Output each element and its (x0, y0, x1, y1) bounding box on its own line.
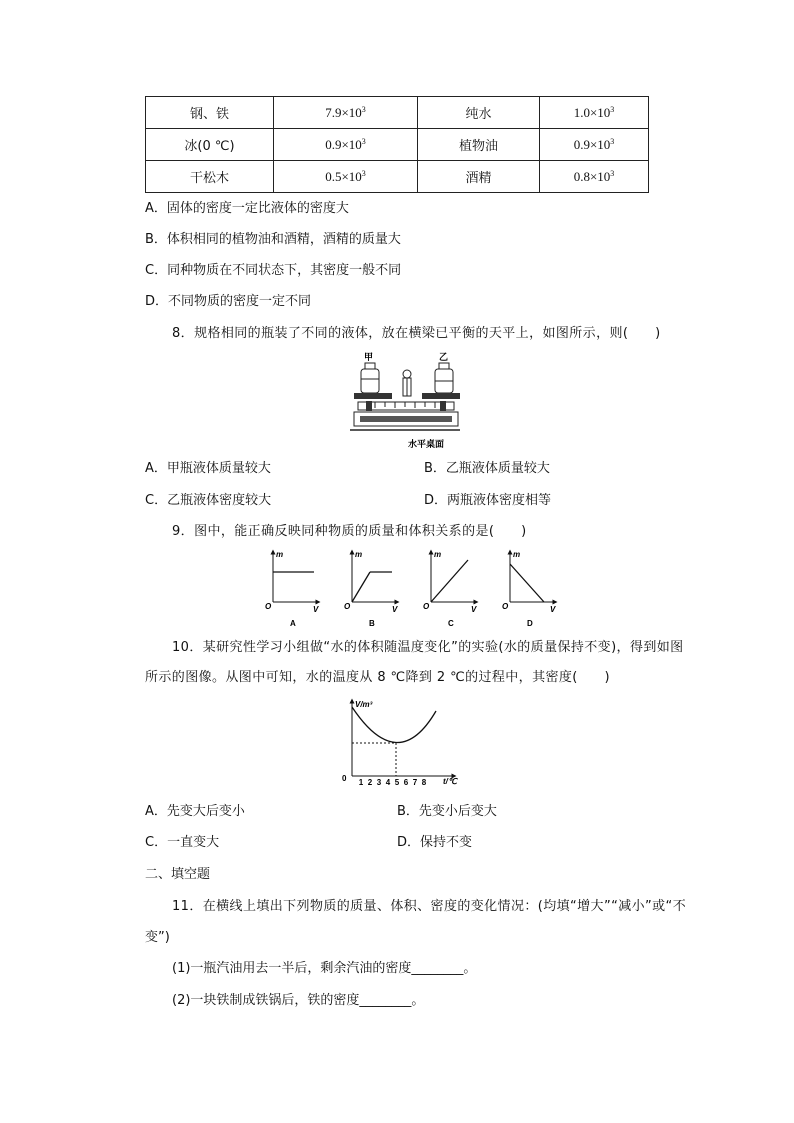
q11-item-2: (2)一块铁制成铁锅后，铁的密度________。 (172, 993, 425, 1008)
svg-text:m: m (355, 550, 363, 559)
q8-stem: 8．规格相同的瓶装了不同的液体，放在横梁已平衡的天平上，如图所示，则( ) (172, 326, 661, 341)
svg-text:O: O (502, 602, 509, 611)
table-row (146, 161, 649, 193)
graph-b (344, 550, 398, 628)
table-cell: 植物油 (418, 129, 540, 161)
q7-option-b: B．体积相同的植物油和酒精，酒精的质量大 (145, 232, 401, 247)
svg-text:O: O (344, 602, 351, 611)
table-cell: 冰(0 ℃) (146, 129, 274, 161)
table-cell: $0.5\times 10^3$ (274, 161, 418, 193)
table-cell: $7.9\times 10^3$ (274, 97, 418, 129)
volume-temperature-graph (338, 697, 460, 789)
svg-text:2: 2 (367, 778, 373, 787)
label-yi: 乙 (439, 352, 449, 362)
table-cell: $0.8\times 10^3$ (540, 161, 649, 193)
q8-option-c: C．乙瓶液体密度较大 (145, 493, 272, 508)
svg-text:4: 4 (385, 778, 391, 787)
graph-d (502, 550, 556, 628)
svg-text:1: 1 (358, 778, 364, 787)
graph-ticks (359, 778, 427, 787)
svg-text:8: 8 (421, 778, 427, 787)
svg-text:m: m (434, 550, 442, 559)
table-cell: $0.9\times 10^3$ (540, 129, 649, 161)
svg-text:3: 3 (376, 778, 382, 787)
label-jia: 甲 (364, 352, 374, 362)
q9-stem: 9．图中，能正确反映同种物质的质量和体积关系的是( ) (172, 524, 527, 539)
table-surface-caption: 水平桌面 (407, 439, 445, 449)
svg-text:5: 5 (394, 778, 400, 787)
pan-right (422, 393, 460, 399)
table-row (146, 97, 649, 129)
q7-option-c: C．同种物质在不同状态下，其密度一般不同 (145, 263, 402, 278)
q10-option-d: D．保持不变 (397, 835, 473, 850)
density-table (145, 96, 649, 193)
balance-figure (350, 350, 460, 450)
table-cell: 纯水 (418, 97, 540, 129)
table-cell: $1.0\times 10^3$ (540, 97, 649, 129)
svg-text:B: B (369, 619, 375, 628)
q10-stem-line1: 10．某研究性学习小组做“水的体积随温度变化”的实验(水的质量保持不变)，得到如图 (172, 640, 684, 655)
q11-stem-line1: 11．在横线上填出下列物质的质量、体积、密度的变化情况：(均填“增大”“减小”或“不 (172, 899, 687, 914)
svg-text:O: O (265, 602, 272, 611)
graph-c (423, 550, 477, 628)
svg-text:V: V (392, 605, 398, 614)
graph-origin: 0 (342, 774, 347, 783)
q8-option-b: B．乙瓶液体质量较大 (424, 461, 550, 476)
bottle-cap-right (439, 363, 449, 369)
table-row (146, 129, 649, 161)
q10-stem-line2: 所示的图像。从图中可知，水的温度从 8 ℃降到 2 ℃的过程中，其密度( ) (145, 670, 611, 685)
q7-option-d: D．不同物质的密度一定不同 (145, 294, 312, 309)
q10-option-a: A．先变大后变小 (145, 804, 245, 819)
q8-option-d: D．两瓶液体密度相等 (424, 493, 552, 508)
q7-option-a: A．固体的密度一定比液体的密度大 (145, 201, 349, 216)
q10-option-b: B．先变小后变大 (397, 804, 497, 819)
svg-text:D: D (527, 619, 533, 628)
svg-text:7: 7 (412, 778, 418, 787)
graph-y-label: V/m³ (355, 700, 373, 709)
table-cell: 干松木 (146, 161, 274, 193)
graph-x-label: t/℃ (443, 777, 457, 786)
volume-curve (352, 707, 436, 743)
svg-text:O: O (423, 602, 430, 611)
graph-a (265, 550, 319, 628)
q11-stem-line2: 变”) (145, 930, 170, 945)
svg-text:A: A (290, 619, 296, 628)
svg-text:V: V (550, 605, 556, 614)
q11-item-1: (1)一瓶汽油用去一半后，剩余汽油的密度________。 (172, 961, 477, 976)
svg-text:m: m (513, 550, 521, 559)
table-cell: 钢、铁 (146, 97, 274, 129)
svg-text:V: V (313, 605, 319, 614)
pan-left (354, 393, 392, 399)
table-cell: $0.9\times 10^3$ (274, 129, 418, 161)
bottle-cap-left (365, 363, 375, 369)
mass-volume-graphs (258, 546, 568, 628)
table-cell: 酒精 (418, 161, 540, 193)
q10-option-c: C．一直变大 (145, 835, 220, 850)
q8-option-a: A．甲瓶液体质量较大 (145, 461, 271, 476)
svg-text:m: m (276, 550, 284, 559)
svg-text:6: 6 (403, 778, 409, 787)
bottle-left (361, 369, 379, 393)
svg-text:V: V (471, 605, 477, 614)
beam (358, 402, 454, 410)
svg-text:C: C (448, 619, 454, 628)
section-heading: 二、填空题 (145, 867, 211, 882)
